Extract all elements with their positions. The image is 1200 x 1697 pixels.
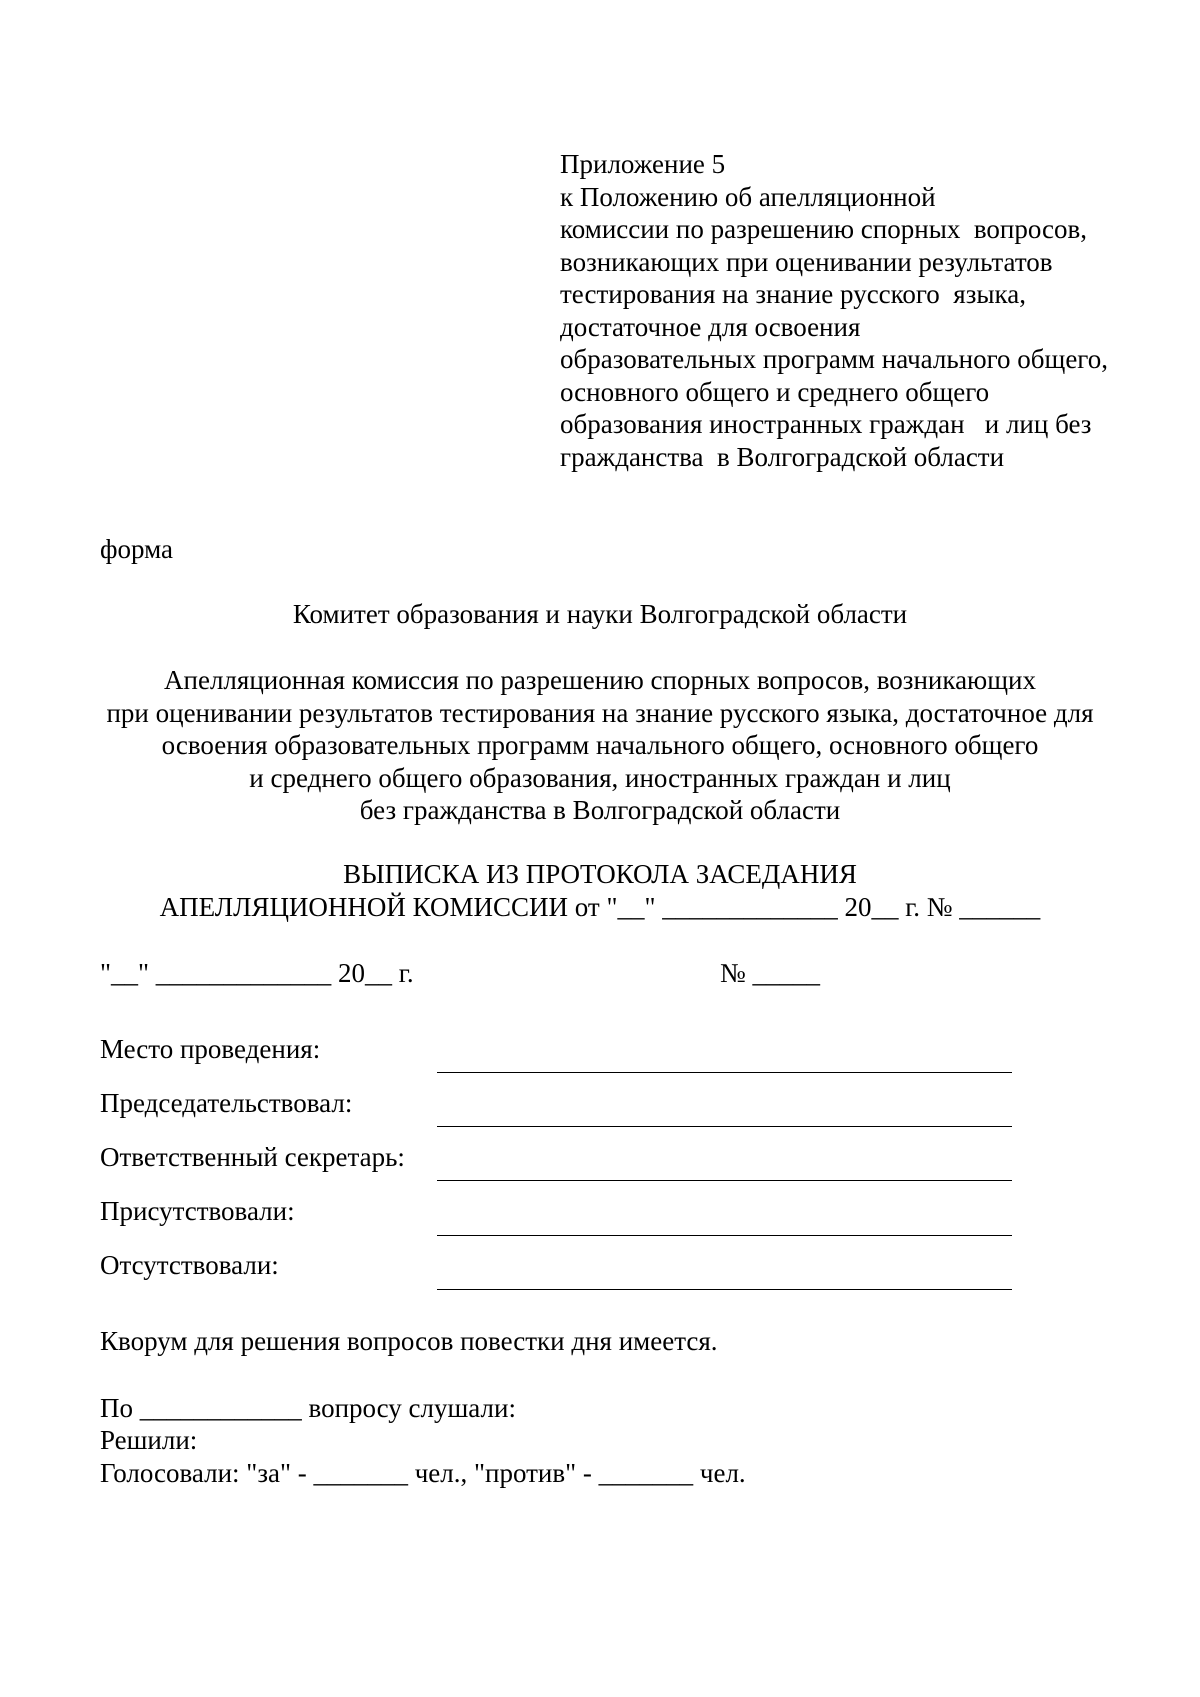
agenda-voted: Голосовали: "за" - _______ чел., "против" - _______ чел. (100, 1458, 746, 1488)
extract-title-line1: ВЫПИСКА ИЗ ПРОТОКОЛА ЗАСЕДАНИЯ (343, 859, 857, 889)
committee-line: Комитет образования и науки Волгоградской области (292, 599, 908, 629)
appendix-line: комиссии по разрешению спорных вопросов, (560, 214, 1088, 244)
date-field: "__" _____________ 20__ г. (100, 958, 414, 988)
appendix-line: гражданства в Волгоградской области (560, 441, 1005, 472)
appendix-line: Приложение 5 (560, 149, 726, 179)
appendix-line: образования иностранных граждан и лиц без (560, 409, 1092, 439)
appendix-line: к Положению об апелляционной (560, 181, 936, 212)
agenda-decided: Решили: (100, 1425, 198, 1455)
appendix-line: основного общего и среднего общего (560, 376, 990, 407)
extract-title (0, 858, 1200, 923)
field-line-absent (437, 1289, 1012, 1290)
appendix-line: образовательных программ начального общего, (560, 344, 1108, 374)
appendix-block (560, 148, 1108, 473)
field-line-chair (437, 1126, 1012, 1127)
field-label-chair: Председательствовал: (100, 1088, 353, 1118)
field-line-venue (437, 1072, 1012, 1073)
commission-line: без гражданства в Волгоградской области (359, 795, 841, 825)
commission-name (0, 664, 1200, 827)
field-line-secretary (437, 1180, 1012, 1181)
field-line-present (437, 1235, 1012, 1236)
field-label-present: Присутствовали: (100, 1196, 295, 1226)
field-label-absent: Отсутствовали: (100, 1250, 279, 1280)
extract-title-line2: АПЕЛЛЯЦИОННОЙ КОМИССИИ от "__" _____________ 20__ г. № ______ (159, 891, 1041, 922)
commission-line: и среднего общего образования, иностранных граждан и лиц (249, 762, 951, 793)
quorum-text: Кворум для решения вопросов повестки дня имеется. (100, 1326, 718, 1356)
committee-name (0, 598, 1200, 631)
appendix-line: возникающих при оценивании результатов (560, 246, 1053, 277)
field-label-venue: Место проведения: (100, 1034, 321, 1064)
form-label: форма (100, 534, 173, 564)
appendix-line: достаточное для освоения (560, 311, 861, 342)
commission-line: освоения образовательных программ начального общего, основного общего (161, 730, 1039, 760)
commission-line: Апелляционная комиссия по разрешению спорных вопросов, возникающих (164, 665, 1036, 695)
number-field: № _____ (720, 958, 821, 988)
field-label-secretary: Ответственный секретарь: (100, 1142, 405, 1172)
commission-line: при оценивании результатов тестирования на знание русского языка, достаточное для (106, 697, 1094, 728)
agenda-heard: По ____________ вопросу слушали: (100, 1393, 516, 1423)
appendix-line: тестирования на знание русского языка, (560, 279, 1026, 309)
